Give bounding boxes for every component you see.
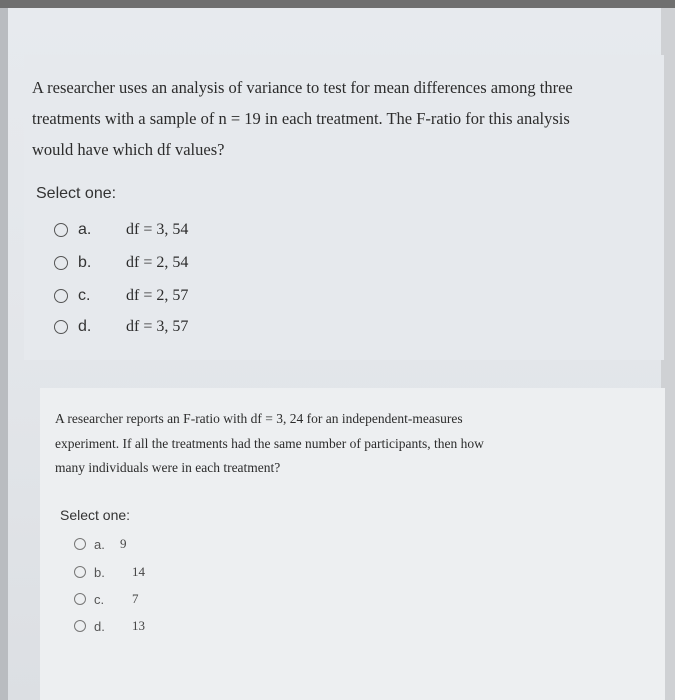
option-letter: c. (94, 591, 105, 607)
question-1-text: A researcher uses an analysis of variance to test for mean differences among three treatments with a sample of n = 19 in each treatment. The F-ratio for this analysis would have which df values? (32, 78, 573, 159)
option-answer: 9 (120, 536, 127, 551)
question-1-option-d[interactable] (54, 318, 188, 336)
question-2-option-a[interactable] (74, 536, 127, 552)
option-answer: df = 3, 54 (126, 221, 189, 238)
question-1-card (24, 55, 664, 360)
question-1-option-a[interactable] (54, 221, 188, 239)
option-letter: b. (94, 564, 105, 580)
radio-icon[interactable] (74, 620, 86, 632)
question-2-select-label: Select one: (60, 507, 131, 523)
option-answer: df = 3, 57 (126, 318, 189, 335)
question-2-option-b[interactable] (74, 564, 145, 580)
left-edge (0, 8, 8, 700)
option-letter: a. (78, 221, 92, 238)
option-letter: d. (94, 618, 105, 634)
option-answer: df = 2, 54 (126, 254, 189, 271)
option-answer: 7 (132, 591, 139, 606)
option-letter: d. (78, 318, 92, 335)
option-letter: a. (94, 536, 105, 552)
radio-icon[interactable] (74, 593, 86, 605)
radio-icon[interactable] (54, 223, 68, 237)
radio-icon[interactable] (54, 289, 68, 303)
radio-icon[interactable] (74, 538, 86, 550)
option-answer: 13 (132, 618, 145, 633)
question-2-text: A researcher reports an F-ratio with df = 3, 24 for an independent-measures experiment. If all the treatments had the same number of participants, then how many individuals were in each treatment? (55, 411, 484, 475)
radio-icon[interactable] (54, 320, 68, 334)
radio-icon[interactable] (54, 256, 68, 270)
option-letter: c. (78, 287, 91, 304)
option-letter: b. (78, 254, 92, 271)
radio-icon[interactable] (74, 566, 86, 578)
question-2-option-d[interactable] (74, 618, 145, 634)
question-2-card (40, 388, 665, 700)
question-1-option-b[interactable] (54, 254, 188, 272)
question-2-option-c[interactable] (74, 591, 139, 607)
question-1-select-label: Select one: (36, 185, 117, 202)
monitor-top-bezel (0, 0, 675, 8)
option-answer: 14 (132, 564, 145, 579)
question-1-option-c[interactable] (54, 287, 188, 305)
option-answer: df = 2, 57 (126, 287, 189, 304)
